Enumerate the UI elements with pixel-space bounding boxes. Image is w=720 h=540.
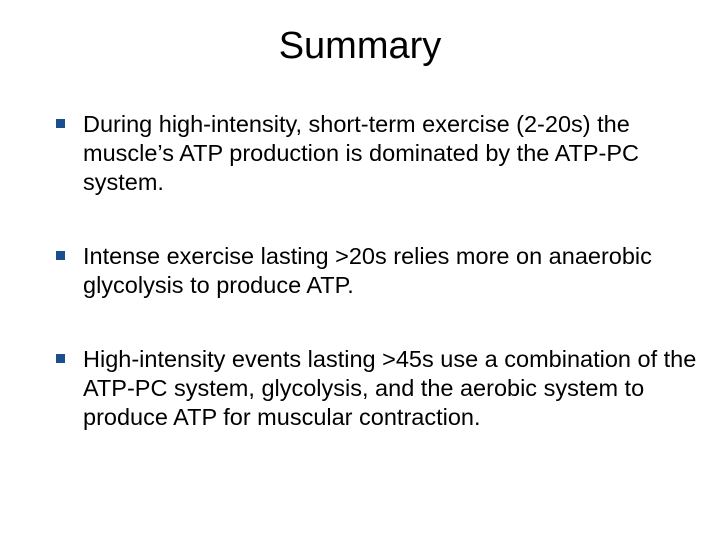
bullet-list — [55, 110, 705, 432]
square-bullet-icon — [56, 354, 65, 363]
bullet-item — [55, 242, 705, 300]
bullet-text: High-intensity events lasting >45s use a combination of the ATP-PC system, glycolysis, and the aerobic system to produce ATP for muscular contraction. — [83, 346, 697, 430]
slide-title: Summary — [278, 25, 442, 67]
square-bullet-icon — [56, 119, 65, 128]
bullet-text: During high-intensity, short-term exercise (2-20s) the muscle’s ATP production is dominated by the ATP-PC system. — [83, 111, 640, 195]
bullet-text: Intense exercise lasting >20s relies more on anaerobic glycolysis to produce ATP. — [83, 243, 652, 298]
bullet-item — [55, 345, 705, 432]
square-bullet-icon — [56, 251, 65, 260]
bullet-item — [55, 110, 705, 197]
